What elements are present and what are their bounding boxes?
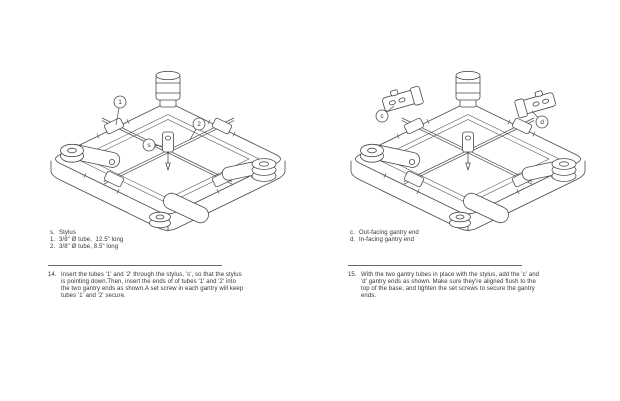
- part-label: 3/8" Ø tube, 8.5" long: [59, 244, 119, 250]
- part-label: In-facing gantry end: [359, 237, 415, 243]
- divider: [348, 265, 522, 266]
- svg-text:1: 1: [118, 99, 122, 107]
- part-id: s.: [50, 230, 55, 236]
- parts-list-item: [50, 244, 123, 251]
- part-label: 3/8" Ø tube, 12.5" long: [59, 237, 124, 243]
- part-label: Stylus: [59, 230, 76, 236]
- svg-text:c: c: [380, 113, 384, 121]
- step-text: Insert the tubes '1' and '2' through the stylus, 's', so that the stylus is pointing down.Then, insert the ends of of tubes '1' and '2' into the two gantry ends as shown.A set screw in each gantry will keep tubes '1' and '2' secure.: [61, 272, 244, 299]
- parts-list-item: [350, 230, 419, 237]
- parts-list-item: [350, 237, 419, 244]
- plotter-assembly-figure-14: [38, 68, 298, 240]
- part-label: Out-facing gantry end: [359, 230, 419, 236]
- plotter-assembly-figure-15: [338, 68, 598, 240]
- step-text: With the two gantry tubes in place with the stylus, add the 'c' and 'd' gantry ends as shown. Make sure they're aligned flush to the top of the base, and tighten the set screws to secure the gantry ends.: [361, 272, 540, 299]
- svg-text:s: s: [147, 142, 151, 150]
- diagram-step-15: [338, 68, 598, 240]
- parts-list-item: [50, 237, 123, 244]
- part-id: c.: [350, 230, 355, 236]
- parts-list-item: [50, 230, 123, 237]
- motor: [456, 71, 480, 107]
- motor: [156, 71, 180, 107]
- gantry-end-in-facing: [514, 88, 557, 118]
- svg-text:d: d: [540, 119, 544, 127]
- callout-d: [532, 111, 548, 128]
- svg-text:2: 2: [197, 121, 201, 129]
- part-id: 1.: [50, 237, 56, 243]
- divider: [48, 265, 222, 266]
- step-14: [48, 272, 244, 300]
- part-id: 2.: [50, 244, 56, 250]
- part-id: d.: [350, 237, 356, 243]
- diagram-step-14: [38, 68, 298, 240]
- step-15: [348, 272, 544, 300]
- parts-list-right: [350, 230, 419, 244]
- parts-list-left: [50, 230, 123, 251]
- gantry-end-out-facing: [381, 83, 424, 113]
- step-number: 15.: [348, 272, 357, 278]
- step-number: 14.: [48, 272, 57, 278]
